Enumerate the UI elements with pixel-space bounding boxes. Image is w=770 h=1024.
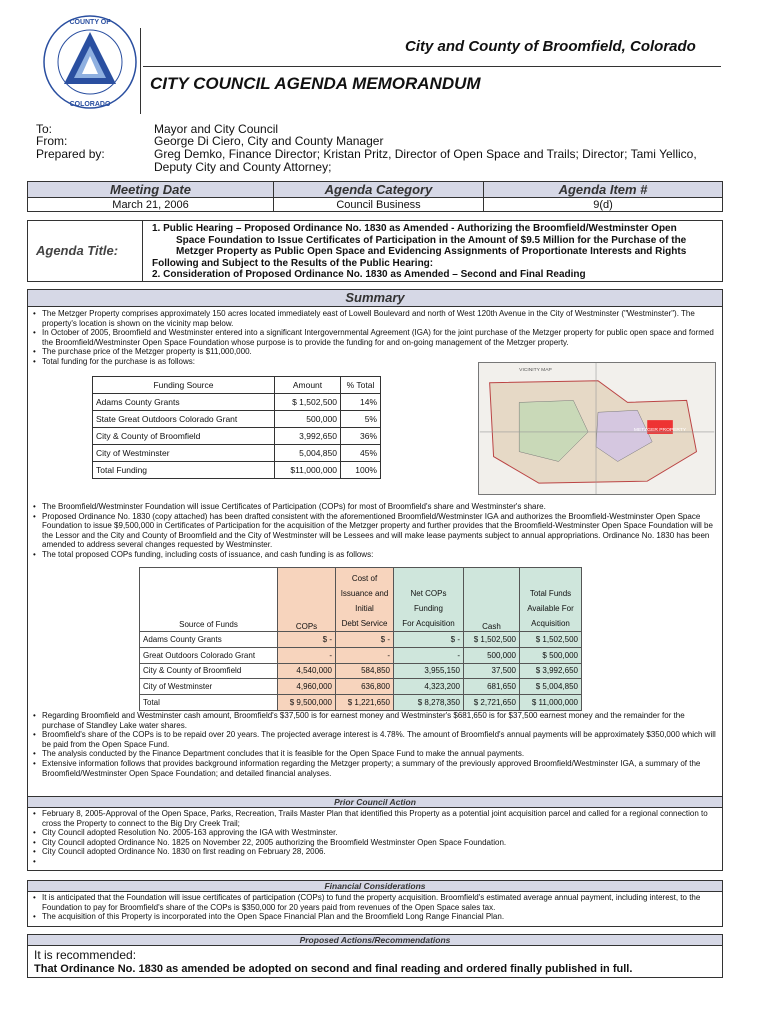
agenda-line-2: Space Foundation to Issue Certificates of Participation in the Amount of $9.5 Million for the Purchase of the (176, 234, 687, 246)
agenda-title-label: Agenda Title: (36, 243, 119, 258)
cops-cost: $ 1,221,650 (336, 695, 394, 711)
funding-amount: 5,004,850 (275, 445, 341, 462)
cops-col-cops: COPs (278, 568, 336, 632)
cops-cost-h4: Debt Service (341, 619, 388, 628)
funding-col-pct: % Total (341, 377, 381, 394)
agenda-item-header: Agenda Item # (484, 182, 723, 198)
agenda-category-header: Agenda Category (274, 182, 484, 198)
summary-list-top (32, 309, 716, 367)
agenda-line-3: Metzger Property as Public Open Space and Evidencing Assignments of Proportionate Interests and Rights (176, 246, 687, 257)
cops-net: $ - (394, 632, 464, 648)
prior-action-item: • City Council adopted Ordinance No. 1825 on November 22, 2005 authorizing the Broomfield Westminster Open Space Foundation. (32, 838, 720, 848)
cops-net: - (394, 647, 464, 663)
from-label: From: (36, 134, 68, 148)
from-value: George Di Ciero, City and County Manager (154, 134, 384, 148)
funding-pct: 45% (341, 445, 381, 462)
prior-action-item-empty (32, 857, 720, 867)
funding-pct: 100% (341, 462, 381, 479)
cops-source: City & County of Broomfield (140, 663, 278, 679)
funding-source: City & County of Broomfield (93, 428, 275, 445)
summary-bullet: • Extensive information follows that provides background information regarding the Metzger property; a summary of the previously approved Broomfield/Westminster IGA, a summary of the Broomfield/Westminster Open Space Foundation; and detailed financial analyses. (32, 759, 716, 778)
funding-amount: 3,992,650 (275, 428, 341, 445)
summary-bullet: • The Broomfield/Westminster Foundation will issue Certificates of Participation (COPs) for most of Broomfield's share and Westminster's share. (32, 502, 716, 512)
agenda-line-1: 1. Public Hearing – Proposed Ordinance No. 1830 as Amended - Authorizing the Broomfield/Westminster Open (152, 223, 677, 234)
table-row (140, 663, 582, 679)
summary-bullet: • In October of 2005, Broomfield and Westminster entered into a significant Intergovernmental Agreement (IGA) for the joint purchase of the Metzger property for public open space and formed the Broomfield/Westminster Open Space Foundation whose purpose is to provide the funding for and on-going management of the Metzger property. (32, 328, 716, 347)
cops-funding-table (139, 567, 582, 711)
cops-cash: $ 2,721,650 (464, 695, 520, 711)
cops-cost-h3: Initial (355, 604, 374, 613)
cops-cost: - (336, 647, 394, 663)
to-value: Mayor and City Council (154, 122, 279, 136)
cops-cash: 500,000 (464, 647, 520, 663)
funding-col-amount: Amount (275, 377, 341, 394)
memo-title: CITY COUNCIL AGENDA MEMORANDUM (150, 74, 481, 93)
funding-source: State Great Outdoors Colorado Grant (93, 411, 275, 428)
summary-bullet: • Regarding Broomfield and Westminster cash amount, Broomfield's $37,500 is for earnest money and Westminster's $681,650 is for $37,500 earnest money and the remainder for the purchase of Standley Lake water shares. (32, 711, 716, 730)
cops-cost: 636,800 (336, 679, 394, 695)
cops-col-source: Source of Funds (140, 568, 278, 632)
recommendation-motion: That Ordinance No. 1830 as amended be adopted on second and final reading and ordered finally published in full. (34, 963, 633, 975)
city-title: City and County of Broomfield, Colorado (405, 38, 696, 55)
table-row (140, 632, 582, 648)
prior-action-heading: Prior Council Action (28, 797, 722, 808)
funding-amount: $11,000,000 (275, 462, 341, 479)
agenda-title-text (152, 223, 714, 281)
cops-cash: 37,500 (464, 663, 520, 679)
svg-text:COUNTY OF: COUNTY OF (69, 19, 111, 26)
proposed-actions-section (27, 934, 723, 978)
funding-pct: 5% (341, 411, 381, 428)
table-row (140, 679, 582, 695)
cops-source: City of Westminster (140, 679, 278, 695)
agenda-line-5: 2. Consideration of Proposed Ordinance No. 1830 as Amended – Second and Final Reading (152, 269, 586, 280)
map-label: VICINITY MAP (519, 367, 552, 373)
funding-table (92, 376, 381, 479)
cops-net-h1: Net COPs (410, 589, 447, 598)
cops-value: $ 9,500,000 (278, 695, 336, 711)
agenda-line-4: Following and Subject to the Results of the Public Hearing: (152, 257, 434, 269)
cops-col-cost (336, 568, 394, 632)
cops-tot-h1: Total Funds (529, 589, 572, 598)
map-legend: METZGER PROPERTY (633, 427, 687, 433)
cops-total: $ 500,000 (520, 647, 582, 663)
meeting-date-header: Meeting Date (28, 182, 274, 198)
to-label: To: (36, 122, 53, 136)
city-seal-logo (42, 14, 138, 110)
funding-col-source: Funding Source (93, 377, 275, 394)
cops-value: - (278, 647, 336, 663)
cops-cost: 584,850 (336, 663, 394, 679)
financial-item: • The acquisition of this Property is incorporated into the Open Space Financial Plan and the Broomfield Long Range Financial Plan. (32, 912, 720, 922)
cops-cost-h2: Issuance and (340, 589, 389, 598)
cops-net: $ 8,278,350 (394, 695, 464, 711)
header-divider (140, 28, 141, 114)
cops-net: 4,323,200 (394, 679, 464, 695)
cops-source: Great Outdoors Colorado Grant (140, 647, 278, 663)
cops-cash: $ 1,502,500 (464, 632, 520, 648)
funding-pct: 14% (341, 394, 381, 411)
funding-source: Adams County Grants (93, 394, 275, 411)
summary-bullet: • The Metzger Property comprises approximately 150 acres located immediately east of Lowell Boulevard and north of West 120th Avenue in the City of Westminster ("Westminster"). The property's location is shown on the vicinity map below. (32, 309, 716, 328)
funding-amount: 500,000 (275, 411, 341, 428)
cops-source: Total (140, 695, 278, 711)
vicinity-map (478, 362, 716, 495)
cops-value: 4,540,000 (278, 663, 336, 679)
svg-text:COLORADO: COLORADO (69, 101, 111, 108)
recommendation-label: It is recommended: (34, 948, 137, 962)
cops-col-total (520, 568, 582, 632)
summary-list-bottom (32, 711, 716, 778)
summary-heading: Summary (28, 290, 722, 307)
prepared-value-1: Greg Demko, Finance Director; Kristan Pritz, Director of Open Space and Trails; Director; Tami Yellico, (154, 147, 697, 161)
funding-source: Total Funding (93, 462, 275, 479)
proposed-actions-heading: Proposed Actions/Recommendations (28, 935, 722, 946)
cops-cost: $ - (336, 632, 394, 648)
financial-heading: Financial Considerations (28, 881, 722, 892)
summary-bullet: • Broomfield's share of the COPs is to be repaid over 20 years. The projected average interest is 4.78%. The amount of Broomfield's annual payments will be approximately $350,000 which will be paid from the Open Space Fund. (32, 730, 716, 749)
summary-bullet: • The purchase price of the Metzger property is $11,000,000. (32, 347, 716, 357)
meeting-meta-table (27, 181, 723, 212)
table-row (93, 411, 381, 428)
agenda-item-number: 9(d) (484, 198, 723, 212)
summary-list-mid (32, 502, 716, 560)
agenda-title-divider (142, 220, 143, 282)
cops-cost-h1: Cost of (351, 574, 378, 583)
summary-bullet: • Total funding for the purchase is as follows: (32, 357, 716, 367)
cops-cash: 681,650 (464, 679, 520, 695)
title-rule (143, 66, 721, 67)
prepared-value-2: Deputy City and County Attorney; (154, 160, 332, 174)
cops-tot-h2: Available For (527, 604, 574, 613)
table-row (140, 695, 582, 711)
cops-tot-h3: Acquisition (531, 619, 570, 628)
cops-total: $ 11,000,000 (520, 695, 582, 711)
table-row (93, 394, 381, 411)
financial-list (32, 893, 720, 922)
cops-total: $ 1,502,500 (520, 632, 582, 648)
prior-action-item: • City Council adopted Ordinance No. 1830 on first reading on February 28, 2006. (32, 847, 720, 857)
table-row (93, 462, 381, 479)
meeting-date: March 21, 2006 (28, 198, 274, 212)
funding-source: City of Westminster (93, 445, 275, 462)
cops-col-net (394, 568, 464, 632)
cops-col-cash: Cash (464, 568, 520, 632)
summary-bullet: • The analysis conducted by the Finance Department concludes that it is feasible for the Open Space Fund to make the annual payments. (32, 749, 716, 759)
funding-pct: 36% (341, 428, 381, 445)
cops-source: Adams County Grants (140, 632, 278, 648)
table-row (93, 428, 381, 445)
prior-action-item: • City Council adopted Resolution No. 2005-163 approving the IGA with Westminster. (32, 828, 720, 838)
table-row (140, 647, 582, 663)
funding-amount: $ 1,502,500 (275, 394, 341, 411)
prior-action-item: • February 8, 2005-Approval of the Open Space, Parks, Recreation, Trails Master Plan that identified this Property as a potential joint acquisition parcel and called for a regional connection to cross the Property to connect to the Big Dry Creek Trail; (32, 809, 720, 828)
financial-item: • It is anticipated that the Foundation will issue certificates of participation (COPs) to fund the property acquisition. Broomfield's estimated average annual payment, including interest, to the Foundation to pay for Broomfield's share of the COPs is $350,000 for 20 years paid from revenues of the Open Space sales tax. (32, 893, 720, 912)
table-row (93, 445, 381, 462)
cops-total: $ 3,992,650 (520, 663, 582, 679)
prior-action-list (32, 809, 720, 867)
cops-total: $ 5,004,850 (520, 679, 582, 695)
cops-net-h3: For Acquisition (402, 619, 455, 628)
cops-value: $ - (278, 632, 336, 648)
prepared-label: Prepared by: (36, 147, 105, 161)
cops-net: 3,955,150 (394, 663, 464, 679)
agenda-category: Council Business (274, 198, 484, 212)
cops-value: 4,960,000 (278, 679, 336, 695)
summary-bullet: • Proposed Ordinance No. 1830 (copy attached) has been drafted consistent with the aforementioned Broomfield/Westminster IGA and authorizes the Broomfield-Westminster Open Space Foundation to issue $9,500,000 in Certificates of Participation for the acquisition of the Metzger property and further provides that the Broomfield-Westminster Open Space Foundation will be the Lessor and the City and County of Broomfield and the City of Westminster will be Lessees and will make lease payments subject to annual appropriations. Ordinance No. 1830 has been amended to address several changes requested by Westminster. (32, 512, 716, 550)
cops-net-h2: Funding (414, 604, 443, 613)
summary-bullet: • The total proposed COPs funding, including costs of issuance, and cash funding is as follows: (32, 550, 716, 560)
